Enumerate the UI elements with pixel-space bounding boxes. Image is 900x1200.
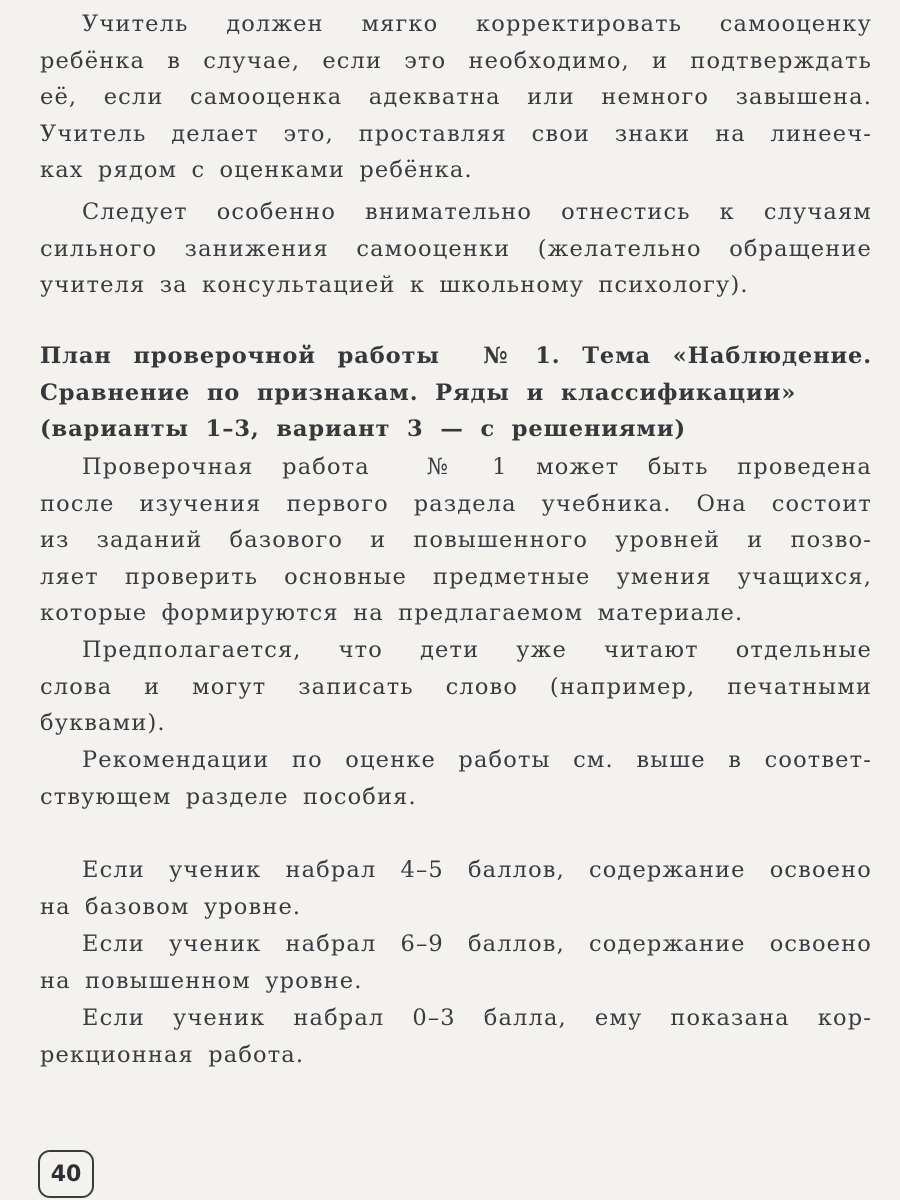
text-line: буквами). (40, 710, 166, 737)
text-line: Если ученик набрал 6–9 баллов, содержание освоено (82, 931, 872, 957)
text-line: учителя за консультацией к школьному психологу). (40, 272, 749, 299)
text-line: сильного занижения самооценки (желательно обращение (40, 235, 872, 262)
paragraph-self-assessment (40, 6, 872, 189)
text-line: Учитель должен мягко корректировать самооценку (82, 11, 872, 37)
text-line: после изучения первого раздела учебника. Она состоит (40, 490, 872, 517)
page-number: 40 (50, 1161, 82, 1187)
text-line: ствующем разделе пособия. (40, 783, 417, 810)
text-line: слова и могут записать слово (например, печатными (40, 673, 872, 700)
text-line: рекционная работа. (40, 1041, 305, 1068)
paragraph-low-self-esteem (40, 194, 872, 304)
text-line: ребёнка в случае, если это необходимо, и подтверждать (40, 47, 872, 74)
text-line: Проверочная работа № 1 может быть проведена (82, 454, 872, 480)
page-number-badge (38, 1150, 94, 1198)
text-line: на повышенном уровне. (40, 967, 363, 994)
text-line: из заданий базового и повышенного уровней и позво- (40, 527, 872, 554)
text-line: Учитель делает это, проставляя свои знаки на линееч- (40, 120, 872, 147)
text-line: на базовом уровне. (40, 893, 302, 920)
text-line: Предполагается, что дети уже читают отдельные (82, 637, 872, 663)
text-line: Если ученик набрал 0–3 балла, ему показана кор- (82, 1005, 872, 1031)
heading-line: Сравнение по признакам. Ряды и классификации» (40, 379, 797, 406)
paragraph-test-description (40, 449, 872, 632)
document-page (40, 0, 872, 1200)
heading-line: План проверочной работы № 1. Тема «Наблюдение. (40, 343, 872, 369)
paragraph-score-advanced (40, 926, 872, 999)
text-line: которые формируются на предлагаемом материале. (40, 600, 744, 627)
paragraph-score-basic (40, 852, 872, 925)
paragraph-recommendations (40, 742, 872, 815)
text-line: Если ученик набрал 4–5 баллов, содержание освоено (82, 857, 872, 883)
paragraph-assumption (40, 632, 872, 742)
heading-line: (варианты 1–3, вариант 3 — с решениями) (40, 416, 686, 443)
section-heading (40, 338, 872, 448)
text-line: Следует особенно внимательно отнестись к случаям (82, 199, 872, 225)
text-line: Рекомендации по оценке работы см. выше в соответ- (82, 747, 872, 773)
text-line: ках рядом с оценками ребёнка. (40, 157, 473, 184)
text-line: ляет проверить основные предметные умения учащихся, (40, 563, 872, 590)
text-line: её, если самооценка адекватна или немного завышена. (40, 84, 872, 111)
paragraph-score-correction (40, 1000, 872, 1073)
